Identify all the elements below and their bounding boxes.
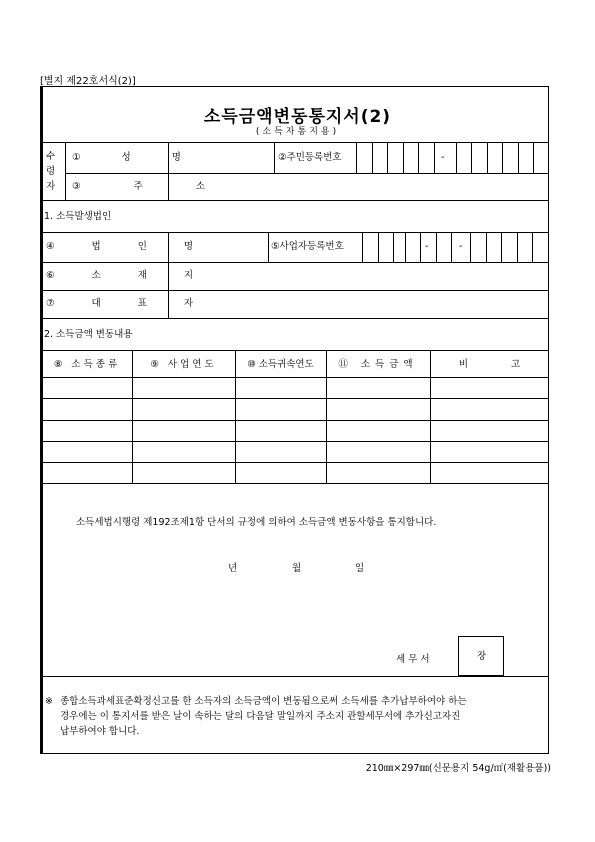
biz-no-dash-2: - — [459, 241, 463, 252]
date-year: 년 — [228, 563, 238, 574]
notice-text: 소득세법시행령 제192조제1항 단서의 규정에 의하여 소득금액 변동사항을 통지합니다. — [76, 517, 437, 528]
resident-no-label: ②주민등록번호 — [278, 152, 342, 163]
rule — [502, 142, 503, 173]
rule — [420, 232, 421, 262]
rule — [471, 142, 472, 173]
rule — [533, 142, 534, 173]
rule — [42, 483, 549, 484]
rule — [362, 232, 363, 262]
footnote-line-2: 경우에는 이 통지서를 받은 날이 속하는 달의 다음달 말일까지 주소지 관할세무서에 추가신고자진 — [60, 711, 461, 722]
rule — [456, 142, 457, 173]
rule — [418, 142, 419, 173]
rule — [235, 350, 236, 483]
col-business-year: ⑨ 사업연도 — [150, 359, 217, 370]
date-month: 월 — [292, 563, 302, 574]
corp-name-label: ④ 법 인 명 — [46, 241, 204, 252]
section1-heading: 1. 소득발생법인 — [44, 211, 112, 222]
resident-no-dash: - — [441, 152, 445, 163]
rule — [42, 290, 549, 291]
rule — [42, 398, 549, 399]
rule — [451, 232, 452, 262]
rule — [372, 142, 373, 173]
rule — [378, 232, 379, 262]
recipient-side-label-3: 자 — [46, 181, 56, 192]
rule — [532, 232, 533, 262]
rule — [405, 232, 406, 262]
col-income-amount: ⑪ 소득금액 — [338, 359, 418, 370]
rule — [434, 142, 435, 173]
rule — [42, 262, 549, 263]
rule — [470, 232, 471, 262]
tax-office-label: 세 무 서 — [396, 654, 430, 665]
col-remarks: 비 고 — [458, 359, 521, 370]
rule — [518, 142, 519, 173]
rule — [42, 420, 549, 421]
rule — [436, 232, 437, 262]
footnote-mark: ※ — [45, 696, 53, 707]
rule — [326, 350, 327, 483]
recipient-address-label: ③ 주 소 — [72, 181, 215, 192]
form-title: 소득금액변동통지서(2) — [203, 107, 392, 127]
rule — [42, 676, 549, 677]
rule — [393, 232, 394, 262]
footnote-line-3: 납부하여야 합니다. — [60, 726, 140, 737]
rule — [487, 142, 488, 173]
rule — [501, 232, 502, 262]
rule — [356, 142, 357, 173]
rule — [42, 462, 549, 463]
biz-no-dash-1: - — [425, 241, 429, 252]
rule — [42, 232, 549, 233]
recipient-name-label: ① 성 명 — [72, 152, 191, 163]
rule — [274, 142, 275, 173]
rule — [42, 350, 549, 351]
rule — [42, 318, 549, 319]
rule — [42, 377, 549, 378]
col-attribution-year: ⑩ 소득귀속연도 — [247, 359, 314, 370]
location-label: ⑥ 소 재 지 — [46, 270, 204, 281]
recipient-side-label-2: 령 — [46, 166, 56, 177]
rule — [65, 142, 66, 200]
rule — [268, 232, 269, 262]
paper-spec: 210㎜×297㎜(신문용지 54g/㎡(재활용품)) — [365, 763, 551, 774]
section2-heading: 2. 소득금액 변동내용 — [44, 329, 133, 340]
col-income-type: ⑧ 소득종류 — [53, 359, 121, 370]
stamp-label: 장 — [477, 651, 487, 662]
recipient-side-label-1: 수 — [46, 151, 56, 162]
footnote-line-1: 종합소득과세표준확정신고를 한 소득자의 소득금액이 변동됨으로써 소득세를 추가납부하여야 하는 — [60, 696, 467, 707]
rule — [132, 350, 133, 483]
biz-no-label: ⑤사업자등록번호 — [271, 241, 344, 252]
rule — [517, 232, 518, 262]
rule — [65, 173, 549, 174]
form-subtitle: (소득자통지용) — [255, 127, 340, 137]
rule — [42, 142, 549, 143]
form-code: [별지 제22호서식(2)] — [40, 76, 136, 87]
date-day: 일 — [355, 563, 365, 574]
rule — [42, 200, 549, 201]
rule — [42, 441, 549, 442]
representative-label: ⑦ 대 표 자 — [46, 298, 204, 309]
rule — [403, 142, 404, 173]
rule — [430, 350, 431, 483]
rule — [486, 232, 487, 262]
rule — [387, 142, 388, 173]
